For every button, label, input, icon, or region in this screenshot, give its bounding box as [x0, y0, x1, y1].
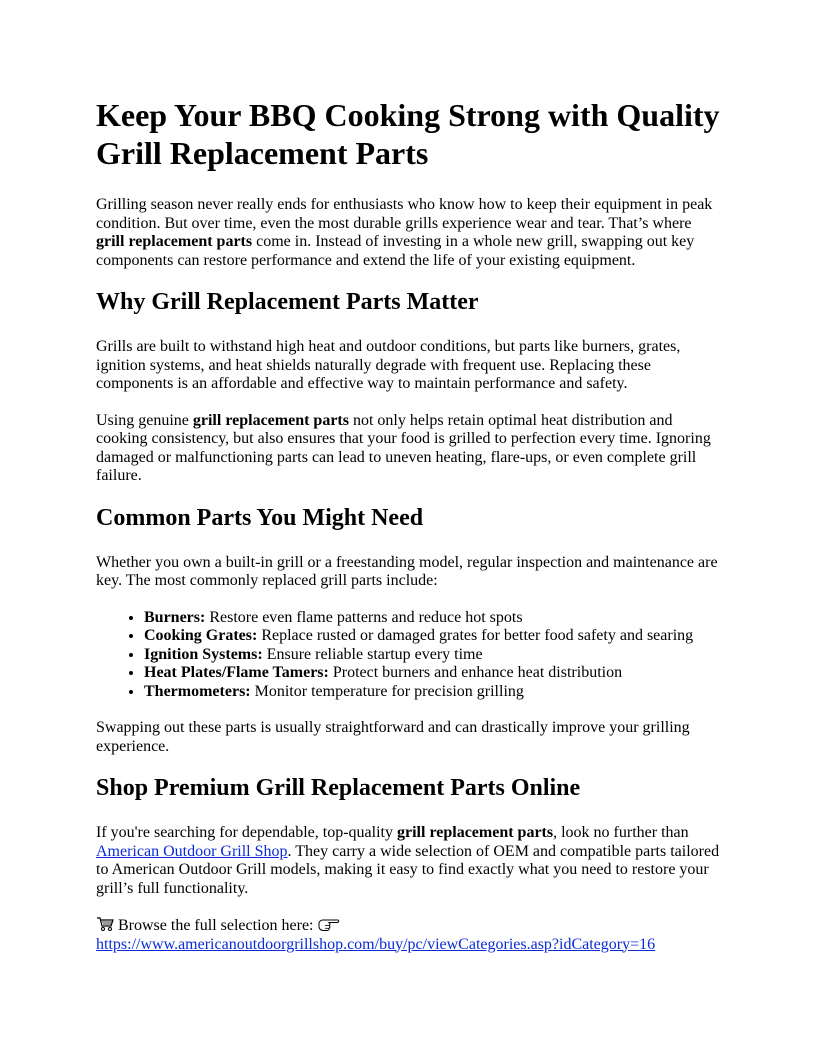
list-item-label: Cooking Grates: — [144, 627, 258, 644]
shop-text-2: , look no further than — [553, 824, 689, 841]
section-heading-shop: Shop Premium Grill Replacement Parts Online — [96, 775, 581, 801]
list-item-label: Ignition Systems: — [144, 645, 263, 663]
shopping-cart-icon — [96, 916, 114, 932]
intro-text-1: Grilling season never really ends for enthusiasts who know how to keep their equipment in peak condition. But over time, even the most durable grills experience wear and tear. That’s where — [96, 196, 713, 232]
list-item — [144, 683, 720, 702]
intro-bold-keyword: grill replacement parts — [96, 233, 253, 250]
shop-link[interactable]: American Outdoor Grill Shop — [96, 842, 288, 860]
why-p2-text-2: not only helps retain optimal heat distribution and cooking consistency, but also ensures that your food is grilled to perfection every time. Ignoring damaged or malfunctioning parts can lead to uneven heating, flare-ups, or even complete grill failure. — [96, 411, 711, 484]
list-item-text: Replace rusted or damaged grates for better food safety and searing — [257, 627, 694, 644]
category-url-link[interactable]: https://www.americanoutdoorgrillshop.com/buy/pc/viewCategories.asp?idCategory=16 — [96, 935, 656, 953]
list-item — [144, 664, 720, 683]
list-item — [144, 646, 720, 665]
shop-text-3: . They carry a wide selection of OEM and compatible parts tailored to American Outdoor Grill models, making it easy to find exactly what you need to restore your grill’s full functionality. — [96, 842, 720, 897]
shop-text-1: If you're searching for dependable, top-quality — [96, 824, 397, 841]
list-item-text: Protect burners and enhance heat distribution — [328, 664, 623, 681]
parts-list — [96, 609, 720, 702]
intro-text-2: come in. Instead of investing in a whole new grill, swapping out key components can restore performance and extend the life of your existing equipment. — [96, 233, 695, 269]
why-p2-text-1: Using genuine — [96, 411, 193, 429]
browse-text: Browse the full selection here: — [114, 917, 318, 934]
list-item — [144, 627, 720, 646]
page-title: Keep Your BBQ Cooking Strong with Quality Grill Replacement Parts — [96, 97, 720, 171]
shop-paragraph — [96, 824, 720, 898]
shop-bold-keyword: grill replacement parts — [397, 824, 554, 841]
list-item-label: Burners: — [144, 608, 206, 626]
list-item-text: Ensure reliable startup every time — [262, 645, 483, 663]
common-parts-intro: Whether you own a built-in grill or a freestanding model, regular inspection and maintenance are key. The most commonly replaced grill parts include: — [96, 553, 718, 589]
list-item — [144, 609, 720, 628]
why-paragraph-1: Grills are built to withstand high heat and outdoor conditions, but parts like burners, grates, ignition systems, and heat shields naturally degrade with frequent use. Replacing these components is an affordable and effective way to maintain performance and safety. — [96, 338, 681, 392]
why-paragraph-2 — [96, 412, 720, 486]
browse-paragraph — [96, 916, 720, 954]
list-item-text: Monitor temperature for precision grilling — [250, 682, 524, 700]
section-heading-common-parts: Common Parts You Might Need — [96, 504, 424, 531]
intro-paragraph — [96, 196, 720, 270]
pointing-right-icon — [318, 916, 340, 932]
common-parts-closing: Swapping out these parts is usually straightforward and can drastically improve your grilling experience. — [96, 719, 690, 755]
why-p2-bold-keyword: grill replacement parts — [192, 411, 349, 429]
section-heading-why: Why Grill Replacement Parts Matter — [96, 289, 479, 315]
list-item-text: Restore even flame patterns and reduce hot spots — [205, 608, 523, 626]
list-item-label: Thermometers: — [144, 682, 251, 700]
list-item-label: Heat Plates/Flame Tamers: — [144, 664, 329, 681]
